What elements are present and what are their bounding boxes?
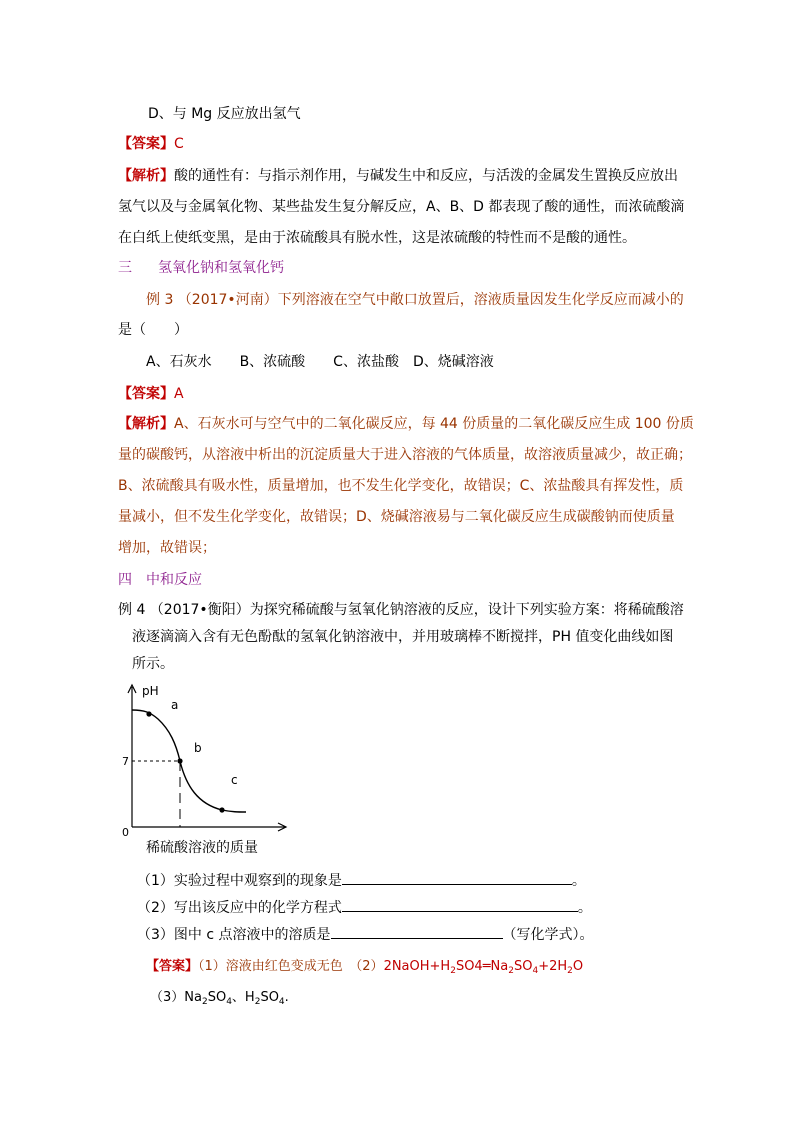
x-axis-label: 稀硫酸溶液的质量: [146, 840, 258, 856]
answer-blank-3[interactable]: [331, 924, 503, 939]
section-heading-4: [118, 570, 202, 590]
example-4-line-2: 液逐滴滴入含有无色酚酞的氢氧化钠溶液中，并用玻璃棒不断搅拌，PH 值变化曲线如图: [132, 629, 674, 645]
answer-value: C: [174, 136, 184, 152]
example-4-line-1: 例 4 （2017•衡阳）为探究稀硫酸与氢氧化钠溶液的反应，设计下列实验方案：将稀硫酸溶: [118, 602, 684, 618]
analysis-line-2: 氢气以及与金属氧化物、某些盐发生复分解反应，A、B、D 都表现了酸的通性，而浓硫酸滴: [118, 199, 685, 215]
sub-question-1-end: 。: [571, 873, 586, 889]
answer-equation: $2NaOH+H_2SO4═Na_2SO_4+2H_2O$: [383, 959, 584, 976]
data-point-c: [219, 807, 224, 812]
section-number: 三: [118, 260, 132, 276]
answer-blank-2[interactable]: [342, 897, 578, 912]
analysis-line-2: 量的碳酸钙，从溶液中析出的沉淀质量大于进入溶液的气体质量，故溶液质量减少，故正确；: [118, 447, 692, 463]
sub-question-1-text: （1）实验过程中观察到的现象是: [137, 873, 342, 889]
point-label-a: a: [171, 698, 179, 712]
data-point-a: [146, 711, 151, 716]
sub-question-3-end: （写化学式）。: [502, 927, 594, 943]
answer-row: [118, 384, 184, 404]
answer-label: 【答案】: [118, 136, 174, 152]
section-heading-3: [118, 258, 284, 278]
answer-row-2: $(3)Na_2SO_4$、$H_2SO_4$.: [150, 990, 289, 1007]
example-3-options: A、石灰水 B、浓硫酸 C、浓盐酸 D、烧碱溶液: [146, 354, 494, 370]
sub-question-2: [137, 897, 592, 918]
analysis-label: 【解析】: [118, 168, 174, 184]
sub-question-2-text: （2）写出该反应中的化学方程式: [137, 900, 342, 916]
analysis-text: 酸的通性有：与指示剂作用，与碱发生中和反应，与活泼的金属发生置换反应放出: [174, 168, 678, 184]
section-title: 中和反应: [146, 572, 202, 588]
answer-part-1: （1）溶液由红色变成无色 （2）: [198, 959, 384, 974]
origin-label: 0: [122, 826, 129, 839]
y-tick-label: 7: [122, 755, 129, 768]
data-point-b: [177, 758, 182, 763]
option-d: D、与 Mg 反应放出氢气: [148, 106, 301, 122]
answer-value: A: [174, 386, 184, 402]
point-label-c: c: [231, 773, 238, 787]
analysis-line-3: 在白纸上使纸变黑，是由于浓硫酸具有脱水性，这是浓硫酸的特性而不是酸的通性。: [118, 230, 636, 246]
answer-label: 【答案】: [146, 959, 199, 974]
analysis-line-3: B、浓硫酸具有吸水性，质量增加，也不发生化学变化，故错误；C、浓盐酸具有挥发性，质: [118, 478, 684, 494]
point-label-b: b: [194, 741, 202, 755]
sub-question-1: [137, 870, 586, 891]
section-number: 四: [118, 572, 132, 588]
sub-question-2-end: 。: [577, 900, 592, 916]
section-title: 氢氧化钠和氢氧化钙: [158, 260, 284, 276]
example-3-line-1: [146, 290, 684, 310]
analysis-text: A、石灰水可与空气中的二氧化碳反应，每 44 份质量的二氧化碳反应生成 100 份质: [174, 416, 694, 432]
analysis-line-5: 增加，故错误；: [118, 540, 216, 556]
analysis-line-1: [118, 166, 678, 186]
sub-question-3-text: （3）图中 c 点溶液中的溶质是: [137, 927, 331, 943]
example-3-text: 例 3 （2017•河南）下列溶液在空气中敞口放置后，溶液质量因发生化学反应而减小的: [146, 292, 684, 308]
answer-row: [146, 957, 583, 977]
ph-curve-line: [132, 710, 246, 812]
example-4-line-3: 所示。: [132, 656, 174, 672]
example-3-line-2: 是（ ）: [118, 322, 188, 338]
ph-curve-chart: [110, 682, 300, 857]
analysis-line-4: 量减小，但不发生化学变化，故错误；D、烧碱溶液易与二氧化碳反应生成碳酸钠而使质量: [118, 509, 675, 525]
answer-label: 【答案】: [118, 386, 174, 402]
y-axis-label: pH: [142, 684, 159, 698]
sub-question-3: [137, 924, 594, 945]
answer-row: [118, 134, 184, 154]
analysis-label: 【解析】: [118, 416, 174, 432]
answer-blank-1[interactable]: [342, 870, 572, 885]
analysis-line-1: [118, 414, 694, 434]
